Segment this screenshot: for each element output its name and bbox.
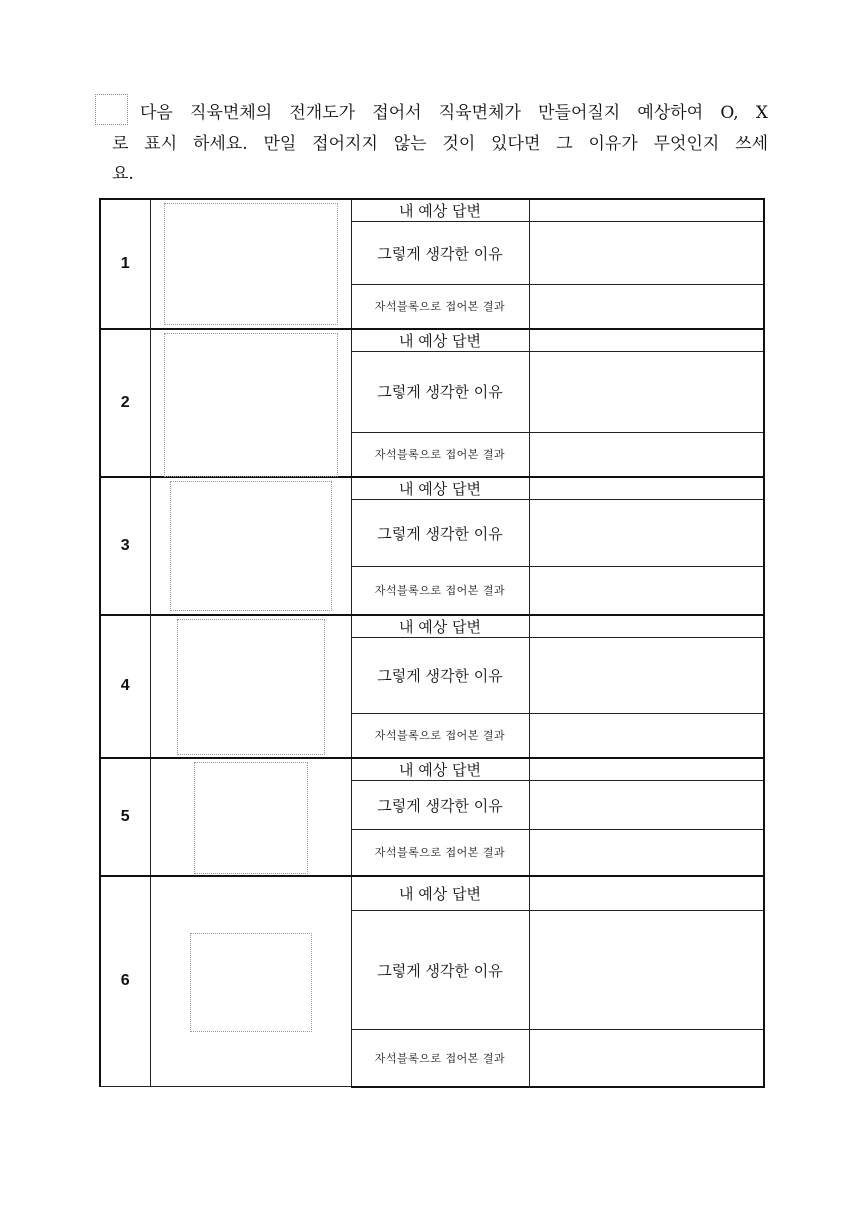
prediction-answer-field[interactable] [529, 477, 764, 500]
result-label: 자석블록으로 접어본 결과 [351, 713, 529, 758]
item-number: 6 [100, 876, 150, 1087]
prediction-answer-field[interactable] [529, 758, 764, 781]
row-1-prediction [100, 199, 764, 222]
instruction-line-1: 다음 직육면체의 전개도가 접어서 직육면체가 만들어질지 예상하여 O, X [140, 103, 768, 123]
item-number: 3 [100, 477, 150, 615]
reason-answer-field[interactable] [529, 781, 764, 830]
reason-label: 그렇게 생각한 이유 [351, 637, 529, 713]
instruction-line-2: 로 표시 하세요. 만일 접어지지 않는 것이 있다면 그 이유가 무엇인지 쓰세 [112, 134, 768, 154]
net-image-cell [150, 199, 351, 329]
result-answer-field[interactable] [529, 830, 764, 876]
reason-label: 그렇게 생각한 이유 [351, 781, 529, 830]
result-label: 자석블록으로 접어본 결과 [351, 1030, 529, 1087]
prediction-answer-field[interactable] [529, 615, 764, 638]
row-3-prediction [100, 477, 764, 500]
reason-answer-field[interactable] [529, 637, 764, 713]
prediction-label: 내 예상 답변 [351, 477, 529, 500]
net-image-cell [150, 329, 351, 478]
prediction-label: 내 예상 답변 [351, 758, 529, 781]
net-image-placeholder [164, 333, 338, 477]
result-label: 자석블록으로 접어본 결과 [351, 285, 529, 329]
reason-label: 그렇게 생각한 이유 [351, 500, 529, 567]
row-2-prediction [100, 329, 764, 352]
result-label: 자석블록으로 접어본 결과 [351, 432, 529, 477]
net-image-placeholder [190, 933, 312, 1032]
reason-label: 그렇게 생각한 이유 [351, 351, 529, 432]
item-number: 5 [100, 758, 150, 876]
prediction-label: 내 예상 답변 [351, 876, 529, 911]
prediction-label: 내 예상 답변 [351, 329, 529, 352]
net-image-placeholder [164, 203, 338, 325]
prediction-answer-field[interactable] [529, 329, 764, 352]
prediction-answer-field[interactable] [529, 876, 764, 911]
net-image-cell [150, 758, 351, 876]
reason-answer-field[interactable] [529, 500, 764, 567]
item-number: 1 [100, 199, 150, 329]
result-answer-field[interactable] [529, 567, 764, 615]
item-number: 4 [100, 615, 150, 759]
net-image-placeholder [177, 619, 325, 755]
net-image-cell [150, 876, 351, 1087]
reason-label: 그렇게 생각한 이유 [351, 222, 529, 285]
result-answer-field[interactable] [529, 285, 764, 329]
result-answer-field[interactable] [529, 713, 764, 758]
prediction-answer-field[interactable] [529, 199, 764, 222]
instruction-line-3: 요. [112, 164, 134, 184]
net-image-placeholder [170, 481, 332, 611]
reason-answer-field[interactable] [529, 222, 764, 285]
row-5-prediction [100, 758, 764, 781]
net-image-cell [150, 615, 351, 759]
reason-answer-field[interactable] [529, 351, 764, 432]
row-4-prediction [100, 615, 764, 638]
result-label: 자석블록으로 접어본 결과 [351, 830, 529, 876]
result-answer-field[interactable] [529, 1030, 764, 1087]
result-answer-field[interactable] [529, 432, 764, 477]
prediction-label: 내 예상 답변 [351, 199, 529, 222]
net-image-placeholder [194, 762, 308, 874]
worksheet-table [99, 198, 765, 1088]
result-label: 자석블록으로 접어본 결과 [351, 567, 529, 615]
item-number: 2 [100, 329, 150, 478]
net-image-cell [150, 477, 351, 615]
answer-mark-box[interactable] [95, 94, 128, 125]
row-6-prediction [100, 876, 764, 911]
prediction-label: 내 예상 답변 [351, 615, 529, 638]
reason-answer-field[interactable] [529, 911, 764, 1030]
reason-label: 그렇게 생각한 이유 [351, 911, 529, 1030]
